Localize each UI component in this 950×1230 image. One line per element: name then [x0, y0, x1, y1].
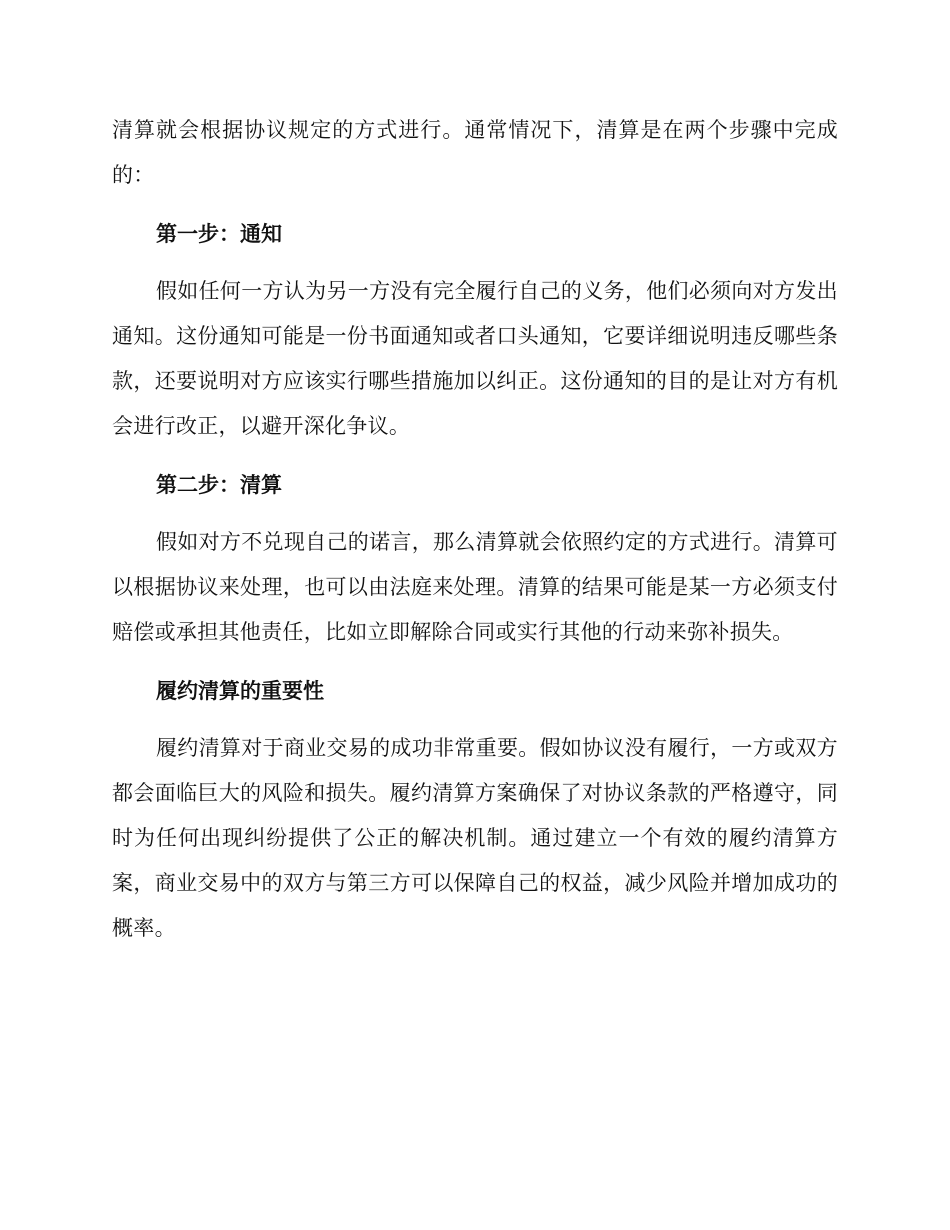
importance-paragraph: 履约清算对于商业交易的成功非常重要。假如协议没有履行，一方或双方都会面临巨大的风险和损失。履约清算方案确保了对协议条款的严格遵守，同时为任何出现纠纷提供了公正的解决机制。通过建立一个有效的履约清算方案，商业交易中的双方与第三方可以保障自己的权益，减少风险并增加成功的概率。	[112, 736, 838, 940]
spacer	[112, 655, 838, 669]
spacer	[112, 198, 838, 212]
document-content	[112, 108, 838, 951]
spacer	[112, 449, 838, 463]
spacer	[112, 714, 838, 726]
step2-heading: 第二步：清算	[156, 473, 282, 497]
intro-paragraph: 清算就会根据协议规定的方式进行。通常情况下，清算是在两个步骤中完成的：	[112, 118, 838, 187]
step1-paragraph: 假如任何一方认为另一方没有完全履行自己的义务，他们必须向对方发出通知。这份通知可能是一份书面通知或者口头通知，它要详细说明违反哪些条款，还要说明对方应该实行哪些措施加以纠正。这份通知的目的是让对方有机会进行改正，以避开深化争议。	[112, 279, 838, 438]
importance-heading: 履约清算的重要性	[156, 679, 324, 703]
step2-paragraph: 假如对方不兑现自己的诺言，那么清算就会依照约定的方式进行。清算可以根据协议来处理，也可以由法庭来处理。清算的结果可能是某一方必须支付赔偿或承担其他责任，比如立即解除合同或实行其他的行动来弥补损失。	[112, 530, 838, 644]
spacer	[112, 257, 838, 269]
step1-heading: 第一步：通知	[156, 222, 282, 246]
spacer	[112, 508, 838, 520]
